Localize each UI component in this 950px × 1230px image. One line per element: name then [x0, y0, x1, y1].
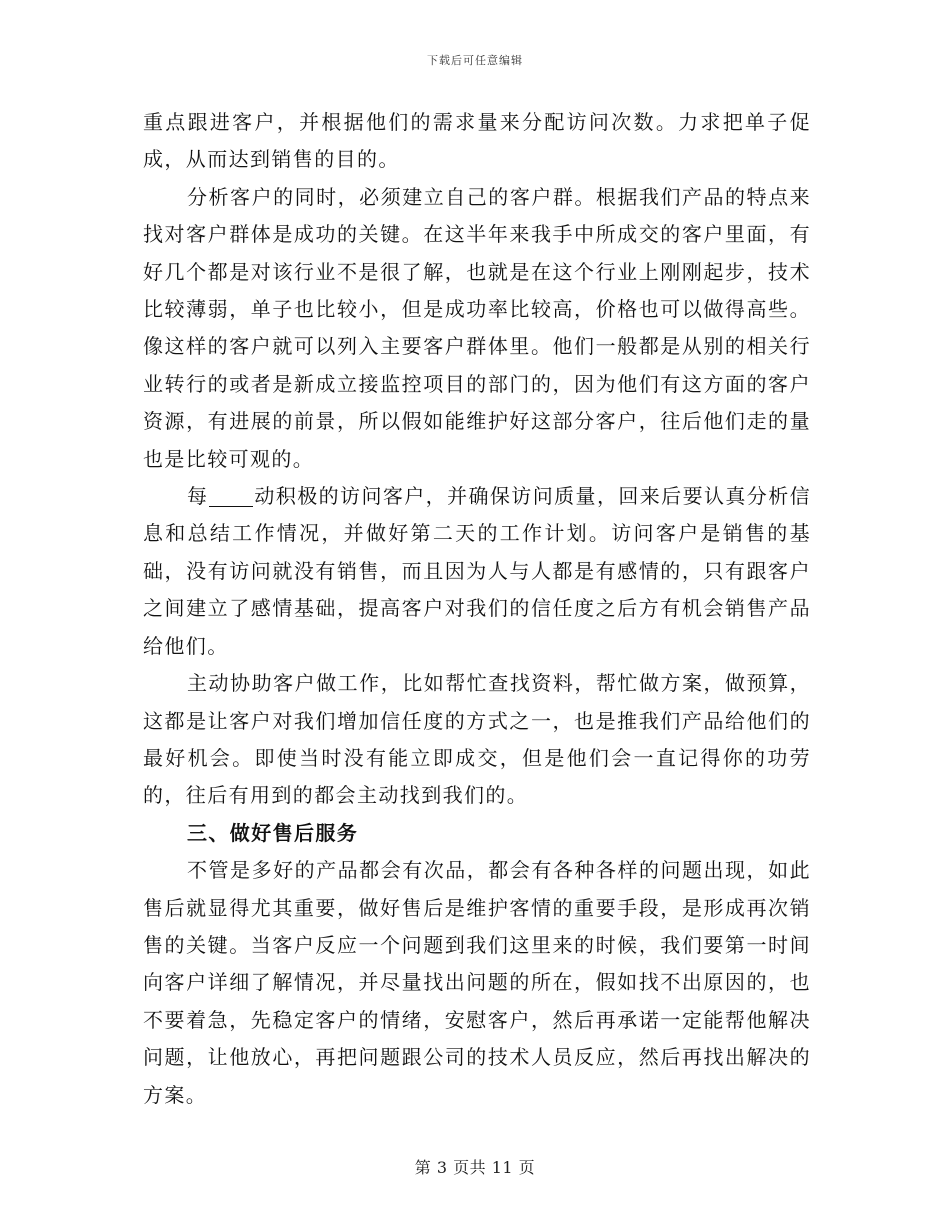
fill-in-blank	[209, 486, 253, 507]
section-heading: 三、做好售后服务	[187, 820, 359, 845]
page-header: 下载后可任意编辑	[427, 54, 523, 67]
paragraph-3-prefix: 每	[187, 484, 209, 509]
paragraph-4: 主动协助客户做工作，比如帮忙查找资料，帮忙做方案，做预算，这都是让客户对我们增加信任度的方式之一，也是推我们产品给他们的最好机会。即使当时没有能立即成交，但是他们会一直记得你的功劳的，往后有用到的都会主动找到我们的。	[143, 671, 811, 808]
paragraph-1: 重点跟进客户，并根据他们的需求量来分配访问次数。力求把单子促成，从而达到销售的目的。	[143, 110, 811, 172]
page-footer: 第 3 页共 11 页	[414, 1158, 536, 1177]
paragraph-3-text: 动积极的访问客户，并确保访问质量，回来后要认真分析信息和总结工作情况，并做好第二天的工作计划。访问客户是销售的基础，没有访问就没有销售，而且因为人与人都是有感情的，只有跟客户之间建立了感情基础，提高客户对我们的信任度之后方有机会销售产品给他们。	[143, 484, 812, 658]
paragraph-3	[143, 478, 811, 665]
paragraph-5: 不管是多好的产品都会有次品，都会有各种各样的问题出现，如此售后就显得尤其重要，做好售后是维护客情的重要手段，是形成再次销售的关键。当客户反应一个问题到我们这里来的时候，我们要第一时间向客户详细了解情况，并尽量找出问题的所在，假如找不出原因的，也不要着急，先稳定客户的情绪，安慰客户，然后再承诺一定能帮他解决问题，让他放心，再把问题跟公司的技术人员反应，然后再找出解决的方案。	[143, 858, 811, 1107]
document-body	[143, 104, 811, 1114]
paragraph-2: 分析客户的同时，必须建立自己的客户群。根据我们产品的特点来找对客户群体是成功的关键。在这半年来我手中所成交的客户里面，有好几个都是对该行业不是很了解，也就是在这个行业上刚刚起步，技术比较薄弱，单子也比较小，但是成功率比较高，价格也可以做得高些。像这样的客户就可以列入主要客户群体里。他们一般都是从别的相关行业转行的或者是新成立接监控项目的部门的，因为他们有这方面的客户资源，有进展的前景，所以假如能维护好这部分客户，往后他们走的量也是比较可观的。	[143, 184, 811, 471]
